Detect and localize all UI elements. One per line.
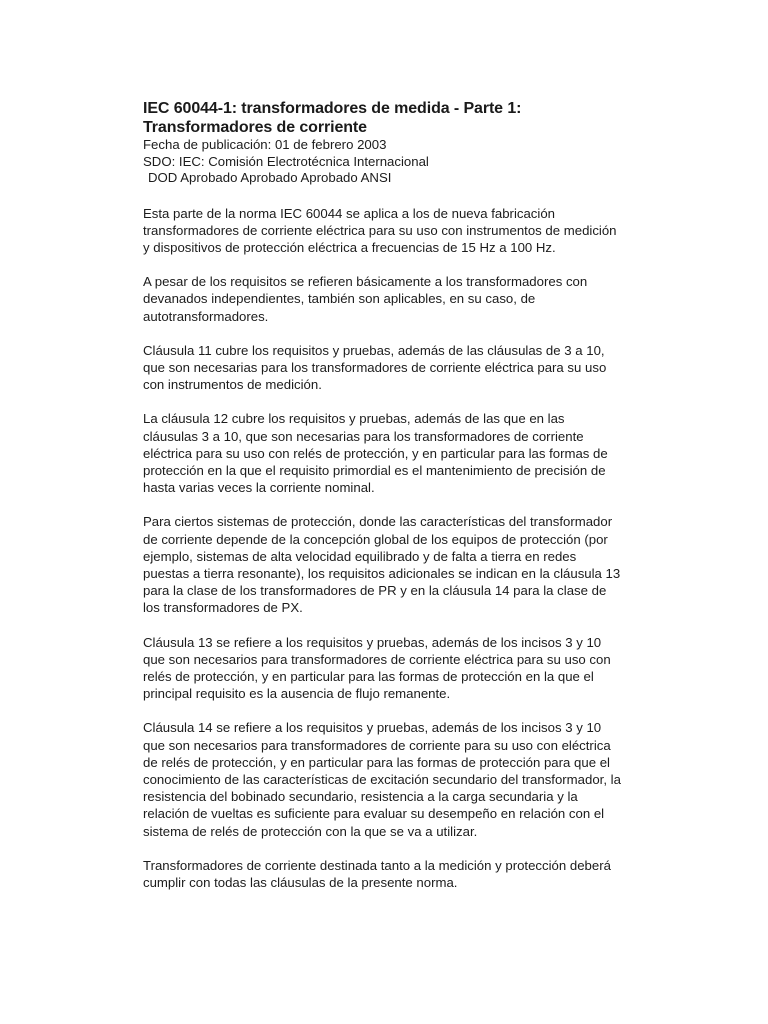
document-content bbox=[143, 99, 623, 891]
approval-line: DOD Aprobado Aprobado Aprobado ANSI bbox=[148, 170, 392, 185]
paragraph-combined-use: Transformadores de corriente destinada tanto a la medición y protección deberá cumplir con todas las cláusulas de la presente norma. bbox=[143, 857, 611, 890]
sdo-line: SDO: IEC: Comisión Electrotécnica Internacional bbox=[143, 153, 429, 169]
publication-date: Fecha de publicación: 01 de febrero 2003 bbox=[143, 137, 387, 152]
paragraph-clause-14: Cláusula 14 se refiere a los requisitos y pruebas, además de los incisos 3 y 10 que son necesarios para transformadores de corriente para su uso con eléctrica de relés de protección, y en particular para las formas de protección para que el conocimiento de las características de excitación secundario del transformador, la resistencia del bobinado secundario, resistencia a la carga secundaria y la relación de vueltas es suficiente para evaluar su desempeño en relación con el sistema de relés de protección con la que se va a utilizar. bbox=[143, 720, 621, 839]
paragraph-clause-13: Cláusula 13 se refiere a los requisitos y pruebas, además de los incisos 3 y 10 que son necesarios para transformadores de corriente eléctrica para su uso con relés de protección, y en particular para las formas de protección en la que el principal requisito es la ausencia de flujo remanente. bbox=[143, 634, 611, 702]
document-title: IEC 60044-1: transformadores de medida - Parte 1: Transformadores de corriente bbox=[143, 100, 522, 136]
paragraph-clause-11: Cláusula 11 cubre los requisitos y pruebas, además de las cláusulas de 3 a 10, que son necesarias para los transformadores de corriente eléctrica para su uso con instrumentos de medición. bbox=[143, 342, 607, 393]
paragraph-protection-systems: Para ciertos sistemas de protección, donde las características del transformador de corriente depende de la concepción global de los equipos de protección (por ejemplo, sistemas de alta velocidad equilibrado y de falta a tierra en redes puestas a tierra resonante), los requisitos adicionales se indican en la cláusula 13 para la clase de los transformadores de PR y en la cláusula 14 para la clase de los transformadores de PX. bbox=[143, 514, 621, 616]
paragraph-scope: Esta parte de la norma IEC 60044 se aplica a los de nueva fabricación transformadores de corriente eléctrica para su uso con instrumentos de medición y dispositivos de protección eléctrica a frecuencias de 15 Hz a 100 Hz. bbox=[143, 205, 617, 255]
paragraph-clause-12: La cláusula 12 cubre los requisitos y pruebas, además de las que en las cláusulas 3 a 10, que son necesarias para los transformadores de corriente eléctrica para su uso con relés de protección, y en particular para las formas de protección en la que el requisito primordial es el mantenimiento de precisión de hasta varias veces la corriente nominal. bbox=[143, 411, 608, 496]
paragraph-autotransformers: A pesar de los requisitos se refieren básicamente a los transformadores con devanados independientes, también son aplicables, en su caso, de autotransformadores. bbox=[143, 274, 588, 324]
